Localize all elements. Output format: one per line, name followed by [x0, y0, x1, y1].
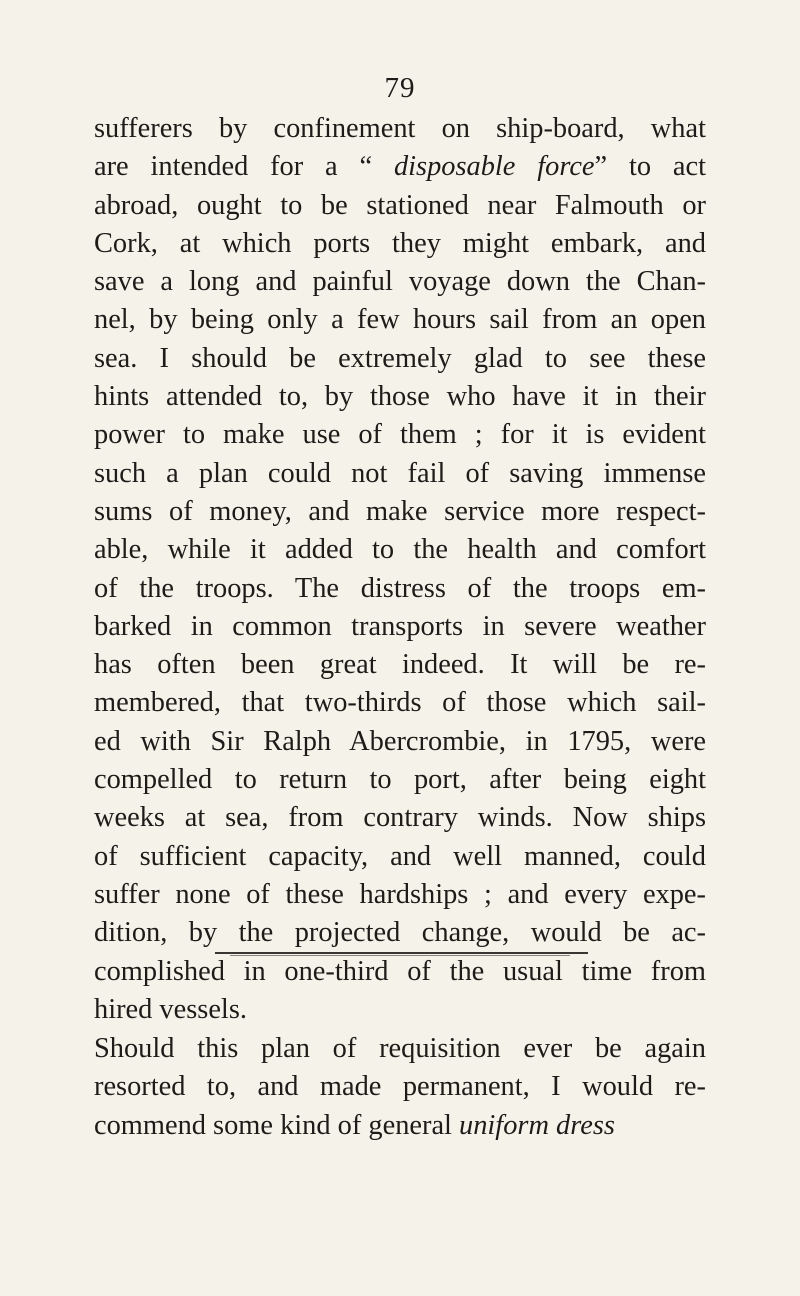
text-line: [94, 876, 706, 914]
text-line: [94, 1068, 706, 1106]
paragraph-1: [94, 110, 706, 1029]
text-line: [94, 493, 706, 531]
text-line: [94, 953, 706, 991]
paragraph-2: [94, 1030, 706, 1145]
text-line: [94, 110, 706, 148]
section-divider-shadow: [230, 955, 570, 956]
text-run: of sufficient capacity, and well manned, could: [94, 840, 706, 872]
text-run: commend some kind of general: [94, 1109, 460, 1141]
text-run: weeks at sea, from contrary winds. Now ships: [94, 802, 706, 834]
text-line: [94, 646, 706, 684]
section-divider: [215, 952, 588, 954]
text-run: such a plan could not fail of saving immense: [94, 457, 706, 489]
text-run: are intended for a “: [94, 151, 394, 183]
text-run: sea. I should be extremely glad to see these: [94, 342, 706, 374]
text-line: [94, 838, 706, 876]
text-line: [94, 455, 706, 493]
text-run: has often been great indeed. It will be re-: [94, 649, 706, 681]
text-run: dition, by the projected change, would be ac-: [94, 917, 706, 949]
text-line: [94, 723, 706, 761]
text-line: [94, 378, 706, 416]
text-line: [94, 570, 706, 608]
text-run: Cork, at which ports they might embark, and: [94, 227, 706, 259]
text-line: [94, 761, 706, 799]
page-number: 79: [384, 72, 416, 104]
text-line: [94, 340, 706, 378]
text-run: barked in common transports in severe weather: [94, 610, 706, 642]
text-line: [94, 608, 706, 646]
text-line: [94, 301, 706, 339]
text-run: suffer none of these hardships ; and every expe-: [94, 878, 706, 910]
text-run: power to make use of them ; for it is evident: [94, 419, 706, 451]
text-line: [94, 416, 706, 454]
text-line: [94, 263, 706, 301]
text-run: ed with Sir Ralph Abercrombie, in 1795, were: [94, 725, 706, 757]
text-run: hints attended to, by those who have it in their: [94, 381, 706, 413]
italic-text-run: uniform dress: [459, 1109, 615, 1141]
text-run: sufferers by confinement on ship-board, what: [94, 113, 706, 144]
text-line: [94, 1030, 706, 1068]
italic-text-run: disposable force: [393, 151, 595, 183]
text-line: [94, 148, 706, 186]
text-run: abroad, ought to be stationed near Falmouth or: [94, 189, 706, 221]
text-line: [94, 684, 706, 722]
text-line: [94, 914, 706, 952]
text-line: [94, 991, 706, 1029]
text-run: Should this plan of requisition ever be again: [94, 1033, 706, 1064]
text-run: resorted to, and made permanent, I would re-: [94, 1071, 706, 1103]
text-line: [94, 1107, 706, 1145]
text-line: [94, 531, 706, 569]
text-run: compelled to return to port, after being eight: [94, 764, 706, 796]
text-line: [94, 187, 706, 225]
text-run: sums of money, and make service more respect-: [94, 495, 706, 527]
text-run: of the troops. The distress of the troops em-: [94, 572, 706, 604]
text-run: nel, by being only a few hours sail from an open: [94, 304, 706, 336]
text-run: able, while it added to the health and comfort: [94, 534, 706, 566]
text-line: [94, 225, 706, 263]
text-run: hired vessels.: [94, 993, 247, 1025]
text-run: complished in one-third of the usual time from: [94, 955, 706, 987]
text-run: membered, that two-thirds of those which sail-: [94, 687, 706, 719]
text-run: ” to act: [594, 151, 706, 183]
text-run: save a long and painful voyage down the Chan-: [94, 266, 706, 298]
text-line: [94, 799, 706, 837]
